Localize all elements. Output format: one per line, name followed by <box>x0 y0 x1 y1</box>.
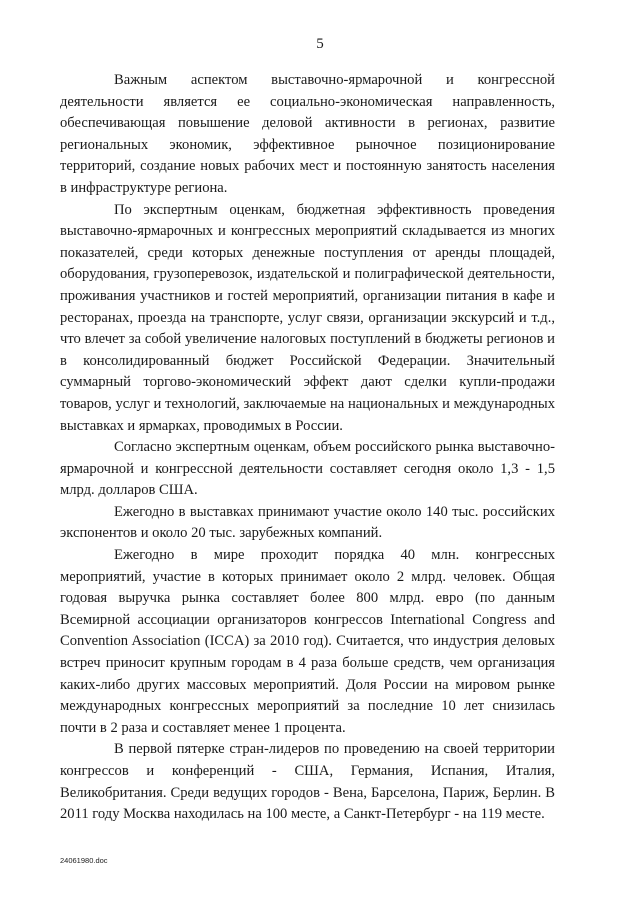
paragraph-world-congress: Ежегодно в мире проходит порядка 40 млн. конгрессных мероприятий, участие в которых принимает около 2 млрд. человек. Общая годовая выручка рынка составляет более 800 млрд. евро (по данным Всемирной ассоциации организаторов конгрессов International Congress and Convention Association (ICCA) за 2010 год). Считается, что индустрия деловых встреч приносит крупным городам в 4 раза больше средств, чем организация каких-либо других массовых мероприятий. Доля России на мировом рынке международных конгрессных мероприятий за последние 10 лет снизилась почти в 2 раза и составляет менее 1 процента. <box>60 547 555 736</box>
page-number: 5 <box>316 36 324 52</box>
paragraph-market-volume: Согласно экспертным оценкам, объем российского рынка выставочно-ярмарочной и конгрессной деятельности составляет сегодня около 1,3 - 1,5 млрд. долларов США. <box>60 439 555 499</box>
paragraph-leading-countries: В первой пятерке стран-лидеров по проведению на своей территории конгрессов и конференций - США, Германия, Испания, Италия, Великобритания. Среди ведущих городов - Вена, Барселона, Париж, Берлин. В 2011 году Москва находилась на 100 месте, а Санкт-Петербург - на 119 месте. <box>60 741 555 823</box>
file-name-footer: 24061980.doc <box>60 856 108 865</box>
paragraph-exhibitors: Ежегодно в выставках принимают участие около 140 тыс. российских экспонентов и около 20 тыс. зарубежных компаний. <box>60 503 555 542</box>
document-body <box>60 70 555 826</box>
paragraph-budget-efficiency: По экспертным оценкам, бюджетная эффективность проведения выставочно-ярмарочных и конгрессных мероприятий складывается из многих показателей, среди которых денежные поступления от аренды площадей, оборудования, грузоперевозок, издательской и полиграфической деятельности, проживания участников и гостей мероприятий, организации питания в кафе и ресторанах, проезда на транспорте, услуг связи, организации экскурсий и т.д., что влечет за собой увеличение налоговых поступлений в бюджеты регионов и в консолидированный бюджет Российской Федерации. Значительный суммарный торгово-экономический эффект дают сделки купли-продажи товаров, услуг и технологий, заключаемые на национальных и международных выставках и ярмарках, проводимых в России. <box>60 201 555 434</box>
paragraph-significance: Важным аспектом выставочно-ярмарочной и конгрессной деятельности является ее социально-экономическая направленность, обеспечивающая повышение деловой активности в регионах, развитие региональных экономик, эффективное рыночное позиционирование территорий, создание новых рабочих мест и постоянную занятость населения в инфраструктуре региона. <box>60 72 555 196</box>
